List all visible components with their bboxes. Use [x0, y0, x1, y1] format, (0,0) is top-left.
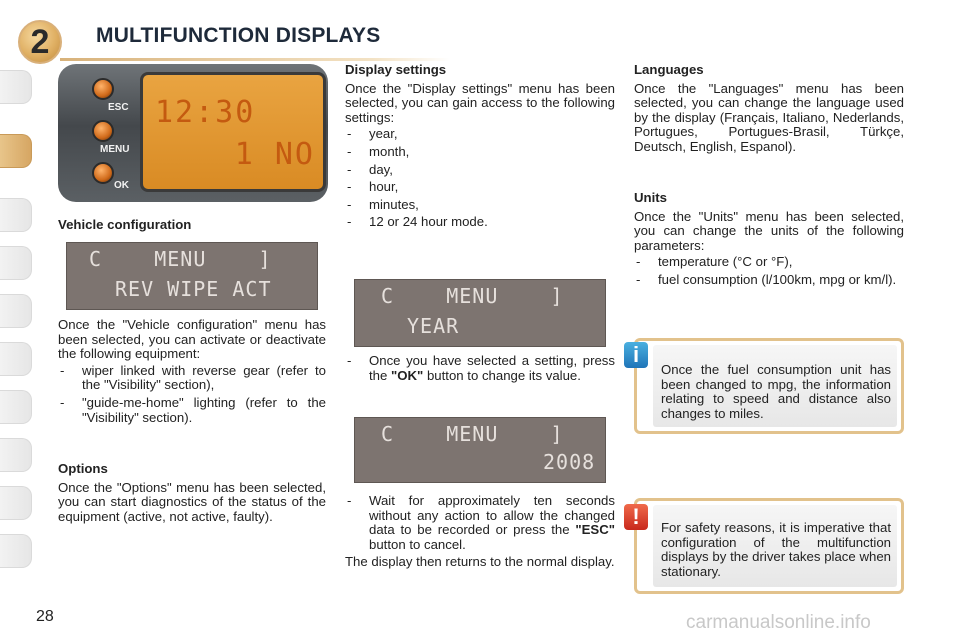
list-item: - minutes, [345, 198, 615, 213]
esc-step-item [345, 494, 615, 552]
esc-step-text-after: button to cancel. [369, 536, 466, 552]
units-heading: Units [634, 190, 667, 205]
lcd-status: 1 NO [234, 137, 315, 172]
esc-knob-icon [92, 78, 114, 100]
warning-notice [634, 498, 904, 594]
vehicle-config-panel-line2: REV WIPE ACT [115, 277, 272, 301]
units-section [634, 191, 904, 291]
date-panel-line2: 2008 [543, 450, 596, 474]
list-item: - wiper linked with reverse gear (refer to the "Visibility" section), [58, 364, 326, 393]
year-panel-line2: YEAR [407, 314, 460, 338]
list-item: - temperature (°C or °F), [634, 255, 904, 270]
languages-heading: Languages [634, 62, 704, 77]
ok-step-item [345, 354, 615, 383]
display-unit-photo [58, 64, 328, 202]
vehicle-config-heading: Vehicle configuration [58, 217, 192, 232]
list-item: - month, [345, 145, 615, 160]
list-item: - year, [345, 127, 615, 142]
ok-step-text-before: Once you have selected a setting, press the [369, 353, 615, 383]
chapter-tab-4 [0, 246, 32, 280]
display-settings-intro: Once the "Display settings" menu has been selected, you can gain access to the following settings: [345, 80, 615, 125]
chapter-tab-8 [0, 438, 32, 472]
vehicle-config-panel-line1: C MENU ] [89, 247, 272, 271]
options-section [58, 462, 326, 526]
vehicle-config-section [58, 318, 326, 428]
languages-section [634, 63, 904, 157]
chapter-tab-6 [0, 342, 32, 376]
chapter-tab-10 [0, 534, 32, 568]
chapter-tab-strip [0, 70, 34, 580]
date-value-panel [354, 417, 606, 483]
page-number: 28 [36, 608, 54, 625]
info-notice [634, 338, 904, 434]
display-settings-section [345, 63, 615, 233]
units-intro: Once the "Units" menu has been selected, you can change the units of the following parameters: [634, 208, 904, 253]
list-item: - fuel consumption (l/100km, mpg or km/l). [634, 273, 904, 288]
languages-body: Once the "Languages" menu has been selected, you can change the language used by the display (Français, Italiano, Nederlands, Portugues, Portugues-Brasil, Türkçe, Deutsch, English, Espanol). [634, 80, 904, 154]
menu-label: MENU [100, 144, 130, 155]
lcd-screen [140, 72, 326, 192]
warning-icon: ! [624, 504, 648, 530]
chapter-tab-5 [0, 294, 32, 328]
options-heading: Options [58, 461, 108, 476]
list-item: - 12 or 24 hour mode. [345, 215, 615, 230]
list-item: - day, [345, 163, 615, 178]
vehicle-config-list [58, 364, 326, 425]
ok-label: OK [114, 180, 129, 191]
options-body: Once the "Options" menu has been selected, you can start diagnostics of the status of the equipment (active, not active, faulty). [58, 479, 326, 524]
ok-step [345, 354, 615, 386]
list-item: - hour, [345, 180, 615, 195]
page-title: MULTIFUNCTION DISPLAYS [96, 24, 381, 47]
lcd-time: 12:30 [155, 95, 256, 130]
menu-knob-icon [92, 120, 114, 142]
esc-step [345, 494, 615, 572]
date-panel-line1: C MENU ] [381, 422, 564, 446]
chapter-tab-2 [0, 134, 32, 168]
esc-key-label: "ESC" [575, 522, 615, 538]
info-notice-text: Once the fuel consumption unit has been changed to mpg, the information relating to speed and distance also changes to miles. [653, 345, 897, 427]
warning-notice-text: For safety reasons, it is imperative that configuration of the multifunction displays by the driver takes place when stationary. [653, 505, 897, 587]
vehicle-config-panel [66, 242, 318, 310]
year-setting-panel [354, 279, 606, 347]
display-settings-heading: Display settings [345, 62, 447, 77]
esc-label: ESC [108, 102, 129, 113]
esc-step-list [345, 494, 615, 552]
ok-step-text-after: button to change its value. [423, 367, 581, 383]
ok-step-list [345, 354, 615, 383]
vehicle-config-intro: Once the "Vehicle configuration" menu has been selected, you can activate or deactivate the following equipment: [58, 317, 326, 362]
ok-key-label: "OK" [391, 367, 424, 383]
header-divider [60, 58, 450, 61]
chapter-tab-3 [0, 198, 32, 232]
vehicle-config-heading-block [58, 218, 326, 237]
ok-knob-icon [92, 162, 114, 184]
chapter-tab-9 [0, 486, 32, 520]
display-return-note: The display then returns to the normal display. [345, 554, 615, 570]
list-item: - "guide-me-home" lighting (refer to the "Visibility" section). [58, 396, 326, 425]
chapter-badge: 2 [18, 20, 62, 64]
watermark: carmanualsonline.info [686, 612, 871, 633]
esc-step-text-before: Wait for approximately ten seconds without any action to allow the changed data to be recorded or press the [369, 493, 615, 538]
display-settings-list [345, 127, 615, 230]
year-panel-line1: C MENU ] [381, 284, 564, 308]
chapter-tab-1 [0, 70, 32, 104]
chapter-tab-7 [0, 390, 32, 424]
info-icon: i [624, 342, 648, 368]
units-list [634, 255, 904, 287]
page-header [0, 8, 560, 61]
